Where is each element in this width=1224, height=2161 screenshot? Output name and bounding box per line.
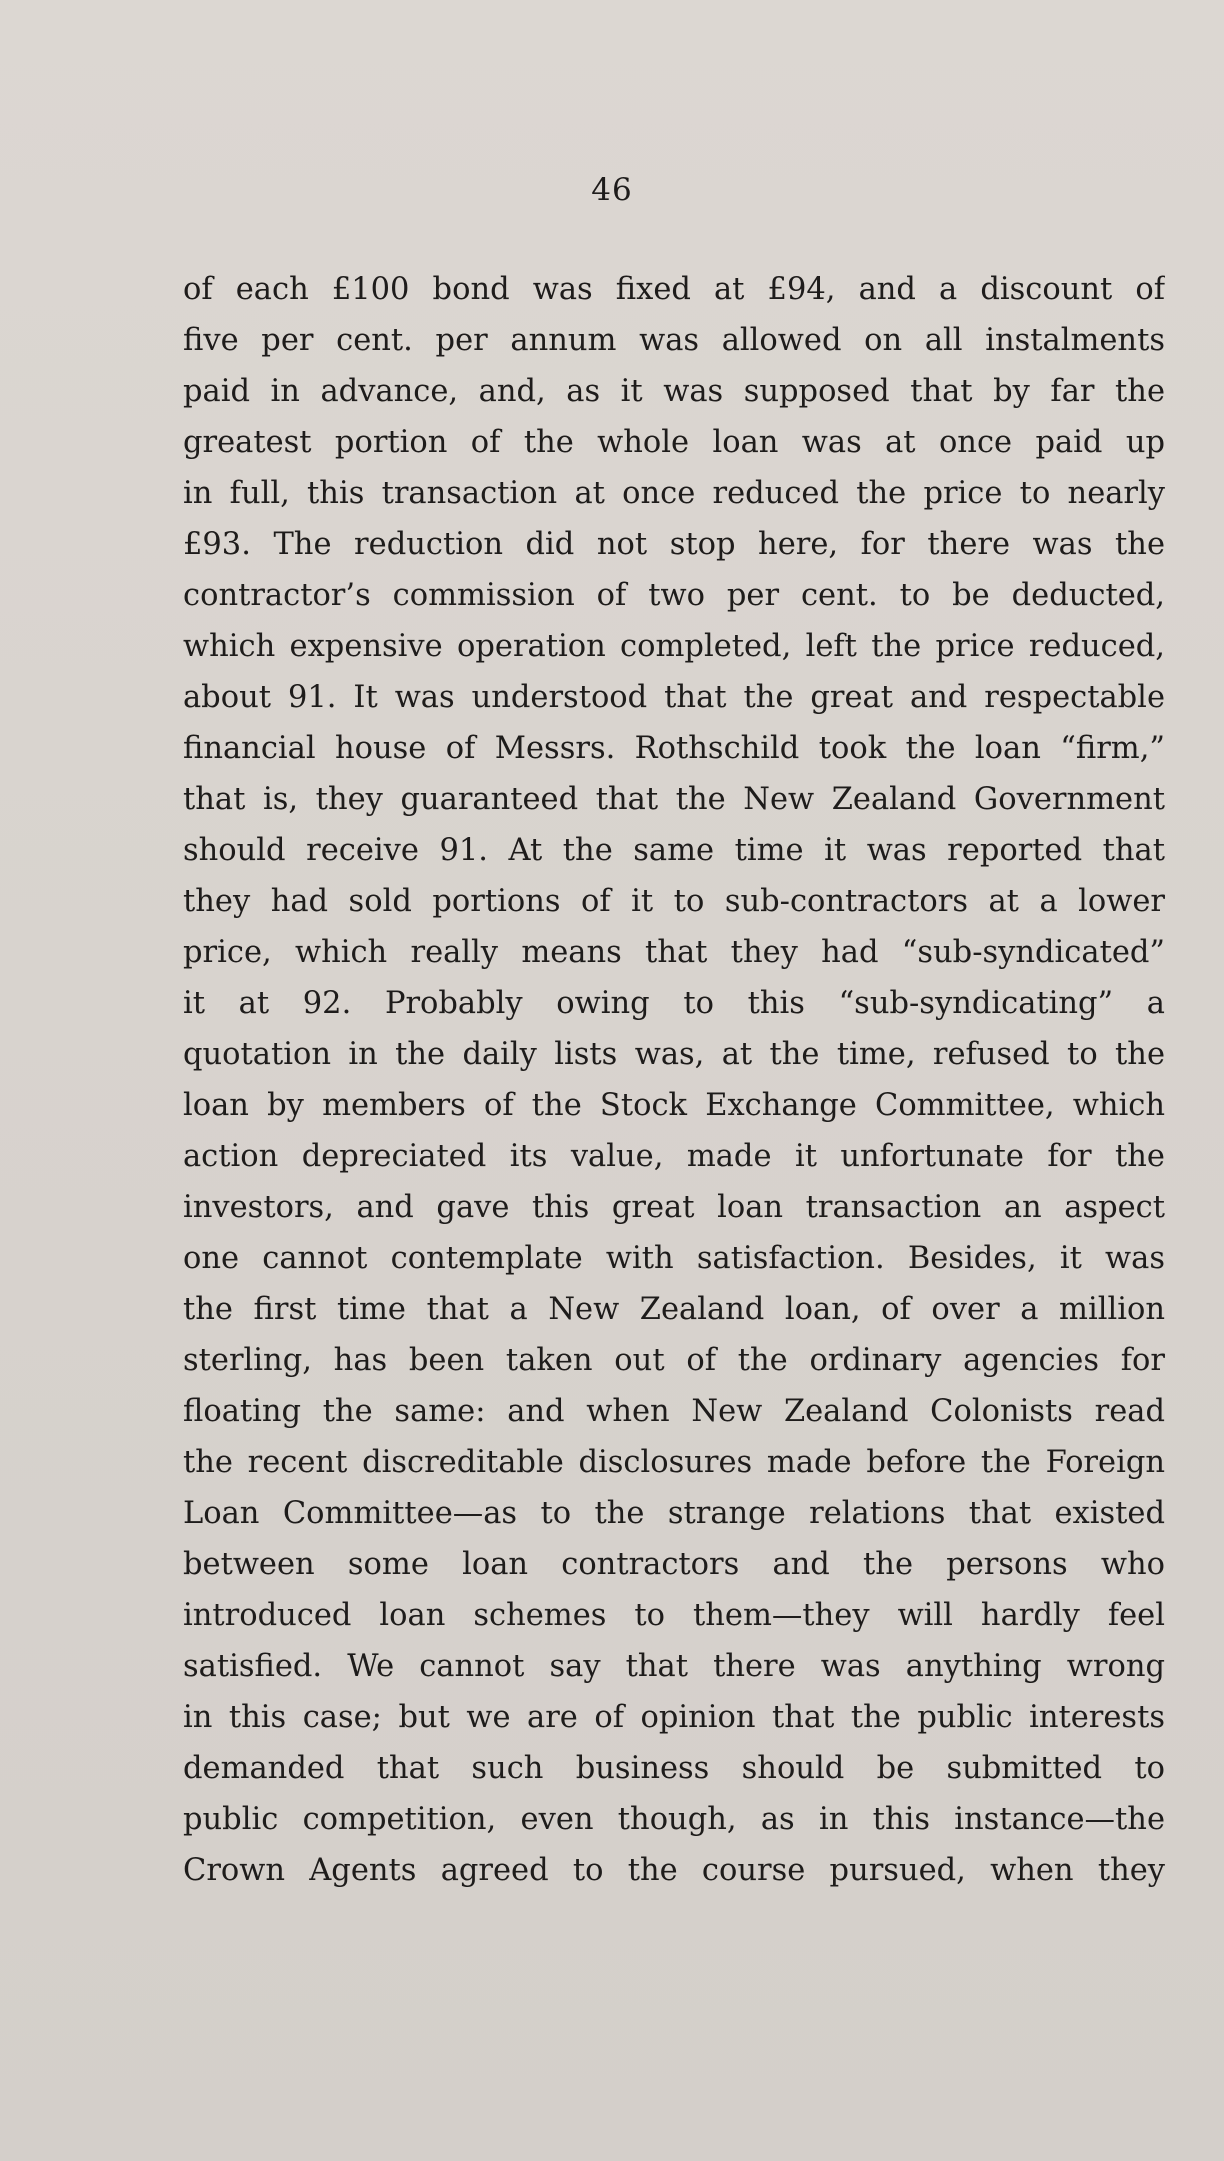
text-line: between some loan contractors and the persons who — [183, 1547, 1165, 1582]
text-line: paid in advance, and, as it was supposed that by far the — [183, 374, 1165, 409]
text-line: that is, they guaranteed that the New Zealand Government — [183, 782, 1165, 817]
text-line: demanded that such business should be submitted to — [183, 1751, 1165, 1786]
text-line: the recent discreditable disclosures made before the Foreign — [183, 1445, 1165, 1480]
text-line: Crown Agents agreed to the course pursued, when they — [183, 1853, 1165, 1888]
text-line: loan by members of the Stock Exchange Committee, which — [183, 1088, 1165, 1123]
text-line: greatest portion of the whole loan was at once paid up — [183, 425, 1165, 460]
text-line: satisfied. We cannot say that there was anything wrong — [183, 1649, 1165, 1684]
text-line: one cannot contemplate with satisfaction. Besides, it was — [183, 1241, 1165, 1276]
text-line: floating the same: and when New Zealand Colonists read — [183, 1394, 1165, 1429]
body-text — [183, 264, 1165, 1896]
text-line: Loan Committee—as to the strange relations that existed — [183, 1496, 1165, 1531]
text-line: about 91. It was understood that the great and respectable — [183, 680, 1165, 715]
text-line: investors, and gave this great loan transaction an aspect — [183, 1190, 1165, 1225]
text-line: contractor’s commission of two per cent. to be deducted, — [183, 578, 1165, 613]
text-line: should receive 91. At the same time it was reported that — [183, 833, 1165, 868]
text-line: five per cent. per annum was allowed on all instalments — [183, 323, 1165, 358]
page-number: 46 — [591, 172, 633, 208]
text-line: in this case; but we are of opinion that the public interests — [183, 1700, 1165, 1735]
text-line: £93. The reduction did not stop here, for there was the — [183, 527, 1165, 562]
text-line: in full, this transaction at once reduced the price to nearly — [183, 476, 1165, 511]
text-line: public competition, even though, as in this instance—the — [183, 1802, 1165, 1837]
text-line: action depreciated its value, made it unfortunate for the — [183, 1139, 1165, 1174]
text-line: sterling, has been taken out of the ordinary agencies for — [183, 1343, 1165, 1378]
text-line: introduced loan schemes to them—they will hardly feel — [183, 1598, 1165, 1633]
text-line: quotation in the daily lists was, at the time, refused to the — [183, 1037, 1165, 1072]
text-line: which expensive operation completed, left the price reduced, — [183, 629, 1165, 664]
text-line: it at 92. Probably owing to this “sub-syndicating” a — [183, 986, 1165, 1021]
text-line: they had sold portions of it to sub-contractors at a lower — [183, 884, 1165, 919]
text-line: financial house of Messrs. Rothschild took the loan “firm,” — [183, 731, 1165, 766]
text-line: the first time that a New Zealand loan, of over a million — [183, 1292, 1165, 1327]
text-line: price, which really means that they had “sub-syndicated” — [183, 935, 1165, 970]
text-line: of each £100 bond was fixed at £94, and a discount of — [183, 272, 1165, 307]
